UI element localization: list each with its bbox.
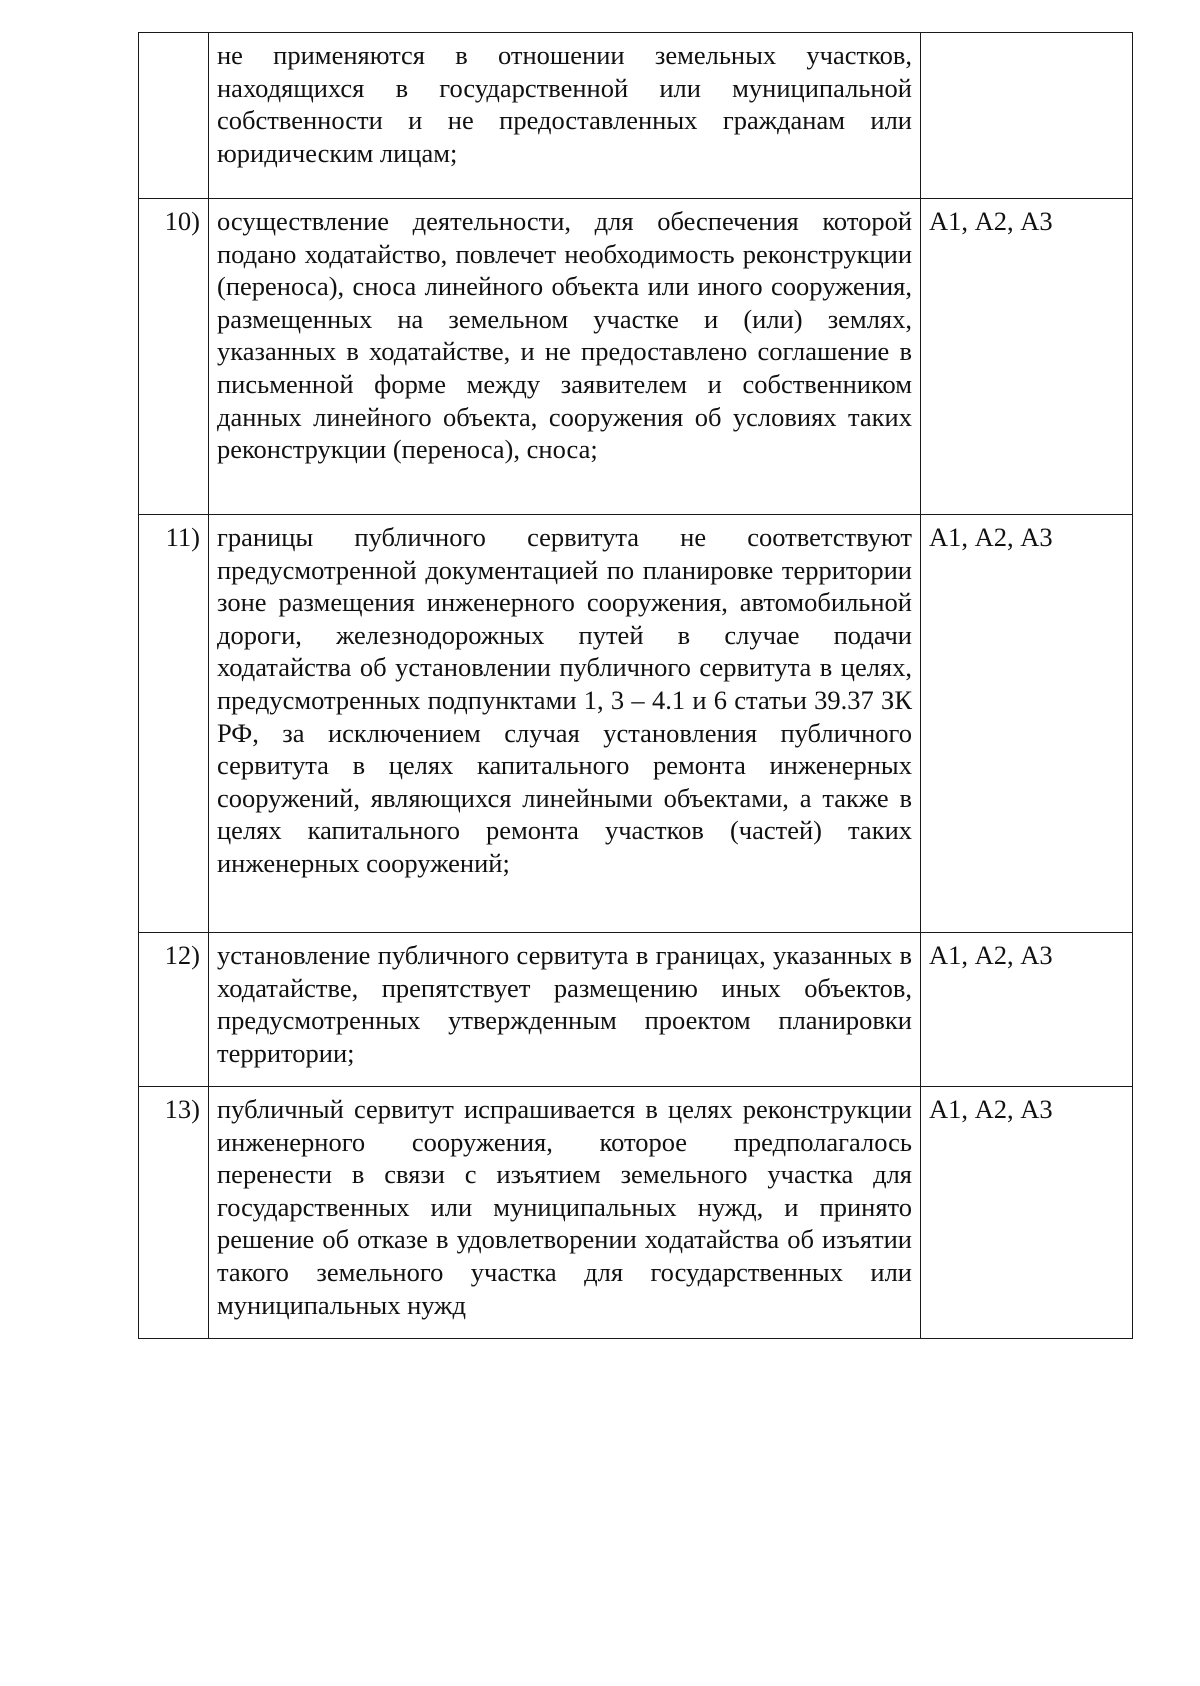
table-row [139,1087,1133,1339]
row-number: 11) [139,515,209,933]
row-text: публичный сервитут испрашивается в целях реконструкции инженерного сооружения, которое предполагалось перенести в связи с изъятием земельного участка для государственных или муниципальных нужд, и принято решение об отказе в удовлетворении ходатайства об изъятии такого земельного участка для государственных или муниципальных нужд [209,1087,921,1339]
row-text: не применяются в отношении земельных участков, находящихся в государственной или муниципальной собственности и не предоставленных гражданам или юридическим лицам; [209,33,921,199]
table-row [139,515,1133,933]
row-number: 13) [139,1087,209,1339]
table-row [139,199,1133,515]
table-row [139,933,1133,1087]
row-text: осуществление деятельности, для обеспечения которой подано ходатайство, повлечет необходимость реконструкции (переноса), сноса линейного объекта или иного сооружения, размещенных на земельном участке и (или) землях, указанных в ходатайстве, и не предоставлено соглашение в письменной форме между заявителем и собственником данных линейного объекта, сооружения об условиях таких реконструкции (переноса), сноса; [209,199,921,515]
row-number: 12) [139,933,209,1087]
row-reference: А1, А2, А3 [921,199,1133,515]
row-reference: А1, А2, А3 [921,933,1133,1087]
row-reference: А1, А2, А3 [921,1087,1133,1339]
table-row [139,33,1133,199]
row-text: границы публичного сервитута не соответствуют предусмотренной документацией по планировке территории зоне размещения инженерного сооружения, автомобильной дороги, железнодорожных путей в случае подачи ходатайства об установлении публичного сервитута в целях, предусмотренных подпунктами 1, 3 – 4.1 и 6 статьи 39.37 ЗК РФ, за исключением случая установления публичного сервитута в целях капитального ремонта инженерных сооружений, являющихся линейными объектами, а также в целях капитального ремонта участков (частей) таких инженерных сооружений; [209,515,921,933]
row-reference: А1, А2, А3 [921,515,1133,933]
row-text: установление публичного сервитута в границах, указанных в ходатайстве, препятствует размещению иных объектов, предусмотренных утвержденным проектом планировки территории; [209,933,921,1087]
grounds-table [138,32,1133,1339]
row-number [139,33,209,199]
row-reference [921,33,1133,199]
row-number: 10) [139,199,209,515]
